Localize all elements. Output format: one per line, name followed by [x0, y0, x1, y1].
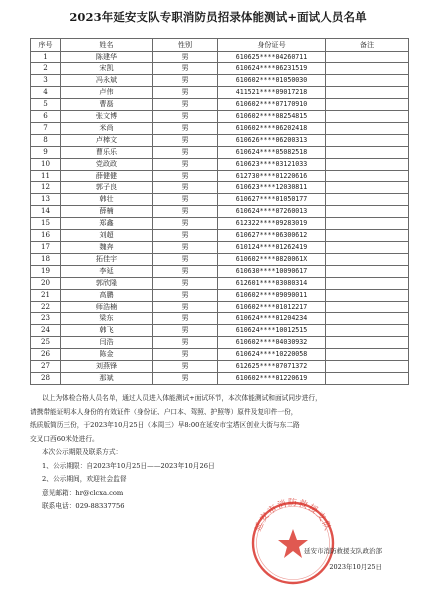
cell-name: 米尚 — [61, 122, 153, 134]
cell-index: 20 — [31, 277, 61, 289]
table-row — [31, 289, 409, 301]
cell-index: 9 — [31, 146, 61, 158]
table-row — [31, 99, 409, 111]
notice-paragraph-1: 以上为体检合格人员名单，通过人员进入体能测试+面试环节，本次体能测试和面试同步进行， — [42, 394, 322, 402]
cell-id-number: 610623****03121033 — [218, 158, 326, 170]
table-row — [31, 182, 409, 194]
cell-id-number: 610602****06202418 — [218, 122, 326, 134]
table-row — [31, 242, 409, 254]
cell-remarks — [326, 87, 409, 99]
cell-gender: 男 — [153, 122, 218, 134]
cell-gender: 男 — [153, 99, 218, 111]
cell-name: 曹磊 — [61, 99, 153, 111]
cell-index: 21 — [31, 289, 61, 301]
cell-remarks — [326, 146, 409, 158]
cell-remarks — [326, 218, 409, 230]
cell-remarks — [326, 372, 409, 384]
cell-name: 卢棒文 — [61, 134, 153, 146]
cell-id-number: 612322****09283019 — [218, 218, 326, 230]
cell-id-number: 411521****09017218 — [218, 87, 326, 99]
cell-index: 27 — [31, 361, 61, 373]
cell-name: 李延 — [61, 265, 153, 277]
cell-id-number: 610602****0820061X — [218, 253, 326, 265]
signature-date: 2023年10月25日 — [329, 563, 382, 571]
cell-name: 冯永斌 — [61, 75, 153, 87]
cell-remarks — [326, 313, 409, 325]
cell-index: 23 — [31, 313, 61, 325]
cell-id-number: 612625****07071372 — [218, 361, 326, 373]
notice-period: 1、公示期限：自2023年10月25日——2023年10月26日 — [42, 461, 215, 470]
cell-name: 那斌 — [61, 372, 153, 384]
table-row — [31, 170, 409, 182]
cell-id-number: 610624****06231519 — [218, 63, 326, 75]
table-row — [31, 206, 409, 218]
cell-remarks — [326, 265, 409, 277]
header-remarks: 备注 — [326, 39, 409, 52]
signature-org: 延安市消防救援支队政治部 — [304, 547, 382, 555]
cell-name: 薛楠 — [61, 206, 153, 218]
cell-name: 梁东 — [61, 313, 153, 325]
cell-id-number: 610602****01012217 — [218, 301, 326, 313]
cell-gender: 男 — [153, 182, 218, 194]
cell-gender: 男 — [153, 372, 218, 384]
cell-gender: 男 — [153, 265, 218, 277]
signature-block — [258, 543, 382, 575]
cell-gender: 男 — [153, 158, 218, 170]
cell-index: 14 — [31, 206, 61, 218]
header-index: 序号 — [31, 39, 61, 52]
cell-index: 25 — [31, 337, 61, 349]
cell-gender: 男 — [153, 170, 218, 182]
table-row — [31, 194, 409, 206]
cell-id-number: 610602****01220619 — [218, 372, 326, 384]
table-row — [31, 158, 409, 170]
cell-name: 张文博 — [61, 111, 153, 123]
notice-paragraph-4: 交叉口西60米处进行。 — [30, 434, 99, 443]
notice-contact-heading: 本次公示期限及联系方式： — [42, 448, 123, 456]
cell-gender: 男 — [153, 146, 218, 158]
cell-name: 韩飞 — [61, 325, 153, 337]
cell-id-number: 610630****10090617 — [218, 265, 326, 277]
cell-id-number: 610623****12030811 — [218, 182, 326, 194]
cell-remarks — [326, 289, 409, 301]
cell-gender: 男 — [153, 63, 218, 75]
cell-remarks — [326, 301, 409, 313]
table-row — [31, 87, 409, 99]
cell-gender: 男 — [153, 111, 218, 123]
cell-index: 10 — [31, 158, 61, 170]
cell-gender: 男 — [153, 242, 218, 254]
cell-gender: 男 — [153, 51, 218, 63]
cell-remarks — [326, 349, 409, 361]
cell-id-number: 610124****01262419 — [218, 242, 326, 254]
roster-body — [31, 51, 409, 384]
cell-remarks — [326, 206, 409, 218]
cell-remarks — [326, 242, 409, 254]
table-row — [31, 277, 409, 289]
cell-remarks — [326, 99, 409, 111]
cell-remarks — [326, 158, 409, 170]
cell-gender: 男 — [153, 349, 218, 361]
table-row — [31, 372, 409, 384]
cell-index: 6 — [31, 111, 61, 123]
cell-id-number: 610602****01050030 — [218, 75, 326, 87]
cell-id-number: 612730****01220616 — [218, 170, 326, 182]
notice-phone: 联系电话：029-88337756 — [42, 502, 125, 510]
cell-name: 魏奔 — [61, 242, 153, 254]
cell-index: 11 — [31, 170, 61, 182]
cell-remarks — [326, 361, 409, 373]
cell-id-number: 610624****01204234 — [218, 313, 326, 325]
cell-remarks — [326, 51, 409, 63]
table-row — [31, 111, 409, 123]
table-row — [31, 301, 409, 313]
cell-index: 22 — [31, 301, 61, 313]
table-row — [31, 146, 409, 158]
header-gender: 性别 — [153, 39, 218, 52]
cell-gender: 男 — [153, 230, 218, 242]
cell-gender: 男 — [153, 313, 218, 325]
notice-paragraph-3: 纸质版简历三份，于2023年10月25日（本周三）早8:00在延安市宝塔区创业大街与东二路 — [30, 421, 300, 429]
cell-gender: 男 — [153, 75, 218, 87]
cell-name: 韩壮 — [61, 194, 153, 206]
cell-id-number: 610627****01050177 — [218, 194, 326, 206]
cell-index: 17 — [31, 242, 61, 254]
cell-id-number: 610627****06300612 — [218, 230, 326, 242]
table-row — [31, 313, 409, 325]
table-row — [31, 325, 409, 337]
cell-id-number: 610624****05082518 — [218, 146, 326, 158]
cell-id-number: 610624****10220058 — [218, 349, 326, 361]
header-id-number: 身份证号 — [218, 39, 326, 52]
cell-gender: 男 — [153, 325, 218, 337]
cell-gender: 男 — [153, 361, 218, 373]
cell-name: 薛健健 — [61, 170, 153, 182]
cell-id-number: 610624****07260013 — [218, 206, 326, 218]
cell-index: 8 — [31, 134, 61, 146]
cell-name: 刘超 — [61, 230, 153, 242]
cell-gender: 男 — [153, 206, 218, 218]
cell-id-number: 610602****09090011 — [218, 289, 326, 301]
cell-remarks — [326, 325, 409, 337]
notice-email: 意见邮箱：hr@clcxa.com — [42, 488, 124, 497]
cell-gender: 男 — [153, 218, 218, 230]
cell-remarks — [326, 182, 409, 194]
cell-id-number: 610602****08254815 — [218, 111, 326, 123]
cell-index: 5 — [31, 99, 61, 111]
cell-remarks — [326, 253, 409, 265]
cell-gender: 男 — [153, 134, 218, 146]
table-row — [31, 134, 409, 146]
cell-index: 13 — [31, 194, 61, 206]
cell-id-number: 610626****06200313 — [218, 134, 326, 146]
cell-name: 拓佳宇 — [61, 253, 153, 265]
cell-remarks — [326, 134, 409, 146]
seal-text: 延安市消防救援支队 — [253, 498, 333, 533]
cell-gender: 男 — [153, 253, 218, 265]
svg-text:延安市消防救援支队 — [252, 498, 334, 533]
table-row — [31, 63, 409, 75]
cell-remarks — [326, 194, 409, 206]
cell-name: 刘燕锋 — [61, 361, 153, 373]
cell-name: 曹乐乐 — [61, 146, 153, 158]
cell-name: 党政政 — [61, 158, 153, 170]
cell-index: 1 — [31, 51, 61, 63]
cell-index: 3 — [31, 75, 61, 87]
cell-index: 12 — [31, 182, 61, 194]
cell-index: 7 — [31, 122, 61, 134]
table-row — [31, 253, 409, 265]
cell-name: 师浩楠 — [61, 301, 153, 313]
cell-name: 卢伟 — [61, 87, 153, 99]
cell-id-number: 610624****10012515 — [218, 325, 326, 337]
cell-remarks — [326, 75, 409, 87]
cell-index: 26 — [31, 349, 61, 361]
cell-index: 18 — [31, 253, 61, 265]
table-row — [31, 51, 409, 63]
cell-index: 24 — [31, 325, 61, 337]
cell-id-number: 612601****03080314 — [218, 277, 326, 289]
notice-paragraph-2: 请携带能证明本人身份的有效证件（身份证、户口本、驾照、护照等）原件及复印件一份， — [30, 407, 298, 416]
cell-id-number: 610602****07170910 — [218, 99, 326, 111]
table-row — [31, 230, 409, 242]
table-row — [31, 349, 409, 361]
cell-name: 宋凯 — [61, 63, 153, 75]
cell-name: 郑鑫 — [61, 218, 153, 230]
cell-gender: 男 — [153, 87, 218, 99]
roster-table — [30, 38, 409, 385]
notice-supervision: 2、公示期间，欢迎社会监督 — [42, 475, 127, 483]
cell-remarks — [326, 277, 409, 289]
cell-gender: 男 — [153, 277, 218, 289]
notice-text — [30, 392, 410, 514]
cell-remarks — [326, 122, 409, 134]
table-row — [31, 122, 409, 134]
cell-name: 郭欣隆 — [61, 277, 153, 289]
cell-remarks — [326, 170, 409, 182]
cell-index: 16 — [31, 230, 61, 242]
table-row — [31, 265, 409, 277]
cell-index: 19 — [31, 265, 61, 277]
cell-gender: 男 — [153, 289, 218, 301]
document-title: 2023年延安支队专职消防员招录体能测试+面试人员名单 — [69, 10, 367, 24]
table-row — [31, 218, 409, 230]
cell-name: 陈建华 — [61, 51, 153, 63]
cell-remarks — [326, 230, 409, 242]
table-row — [31, 75, 409, 87]
cell-gender: 男 — [153, 301, 218, 313]
cell-name: 闫浩 — [61, 337, 153, 349]
cell-gender: 男 — [153, 337, 218, 349]
cell-name: 高鹏 — [61, 289, 153, 301]
cell-index: 2 — [31, 63, 61, 75]
table-row — [31, 361, 409, 373]
header-name: 姓名 — [61, 39, 153, 52]
cell-id-number: 610625****04260711 — [218, 51, 326, 63]
cell-remarks — [326, 111, 409, 123]
cell-gender: 男 — [153, 194, 218, 206]
table-header-row — [31, 39, 409, 52]
cell-name: 陈金 — [61, 349, 153, 361]
cell-index: 4 — [31, 87, 61, 99]
cell-remarks — [326, 63, 409, 75]
table-row — [31, 337, 409, 349]
cell-index: 28 — [31, 372, 61, 384]
cell-id-number: 610602****04030932 — [218, 337, 326, 349]
cell-index: 15 — [31, 218, 61, 230]
cell-name: 郭子良 — [61, 182, 153, 194]
cell-remarks — [326, 337, 409, 349]
